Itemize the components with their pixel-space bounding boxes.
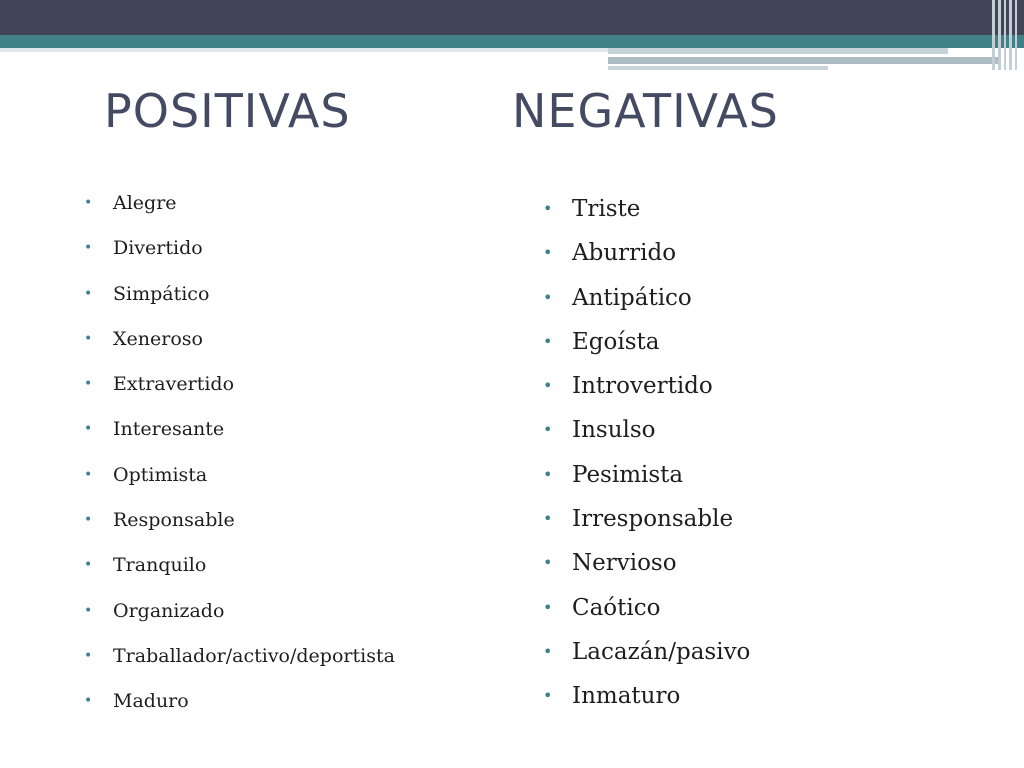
list-item: • Tranquilo [84,552,395,597]
list-item: • Traballador/activo/deportista [84,643,395,688]
positive-list [84,190,395,734]
list-item: • Inmaturo [543,681,750,725]
list-item: • Triste [543,194,750,238]
list-item: • Irresponsable [543,504,750,548]
list-item: • Lacazán/pasivo [543,637,750,681]
list-item: • Nervioso [543,548,750,592]
list-item: • Simpático [84,281,395,326]
list-item: • Antipático [543,283,750,327]
list-item: • Extravertido [84,371,395,416]
decorative-line [608,48,948,54]
list-item: • Introvertido [543,371,750,415]
header-teal-band [0,35,1024,48]
decorative-line [608,66,828,70]
list-item: • Divertido [84,235,395,280]
negative-list [543,194,750,726]
decorative-vertical-bars [990,0,1024,70]
list-item: • Interesante [84,416,395,461]
list-item: • Insulso [543,415,750,459]
list-item: • Maduro [84,688,395,733]
list-item: • Alegre [84,190,395,235]
list-item: • Aburrido [543,238,750,282]
list-item: • Organizado [84,598,395,643]
decorative-line [608,57,998,64]
list-item: • Caótico [543,593,750,637]
list-item: • Pesimista [543,460,750,504]
list-item: • Egoísta [543,327,750,371]
list-item: • Responsable [84,507,395,552]
header-light-strip [0,48,608,52]
header-dark-band [0,0,1024,35]
heading-negativas: NEGATIVAS [512,84,779,138]
list-item: • Xeneroso [84,326,395,371]
heading-positivas: POSITIVAS [104,84,351,138]
list-item: • Optimista [84,462,395,507]
